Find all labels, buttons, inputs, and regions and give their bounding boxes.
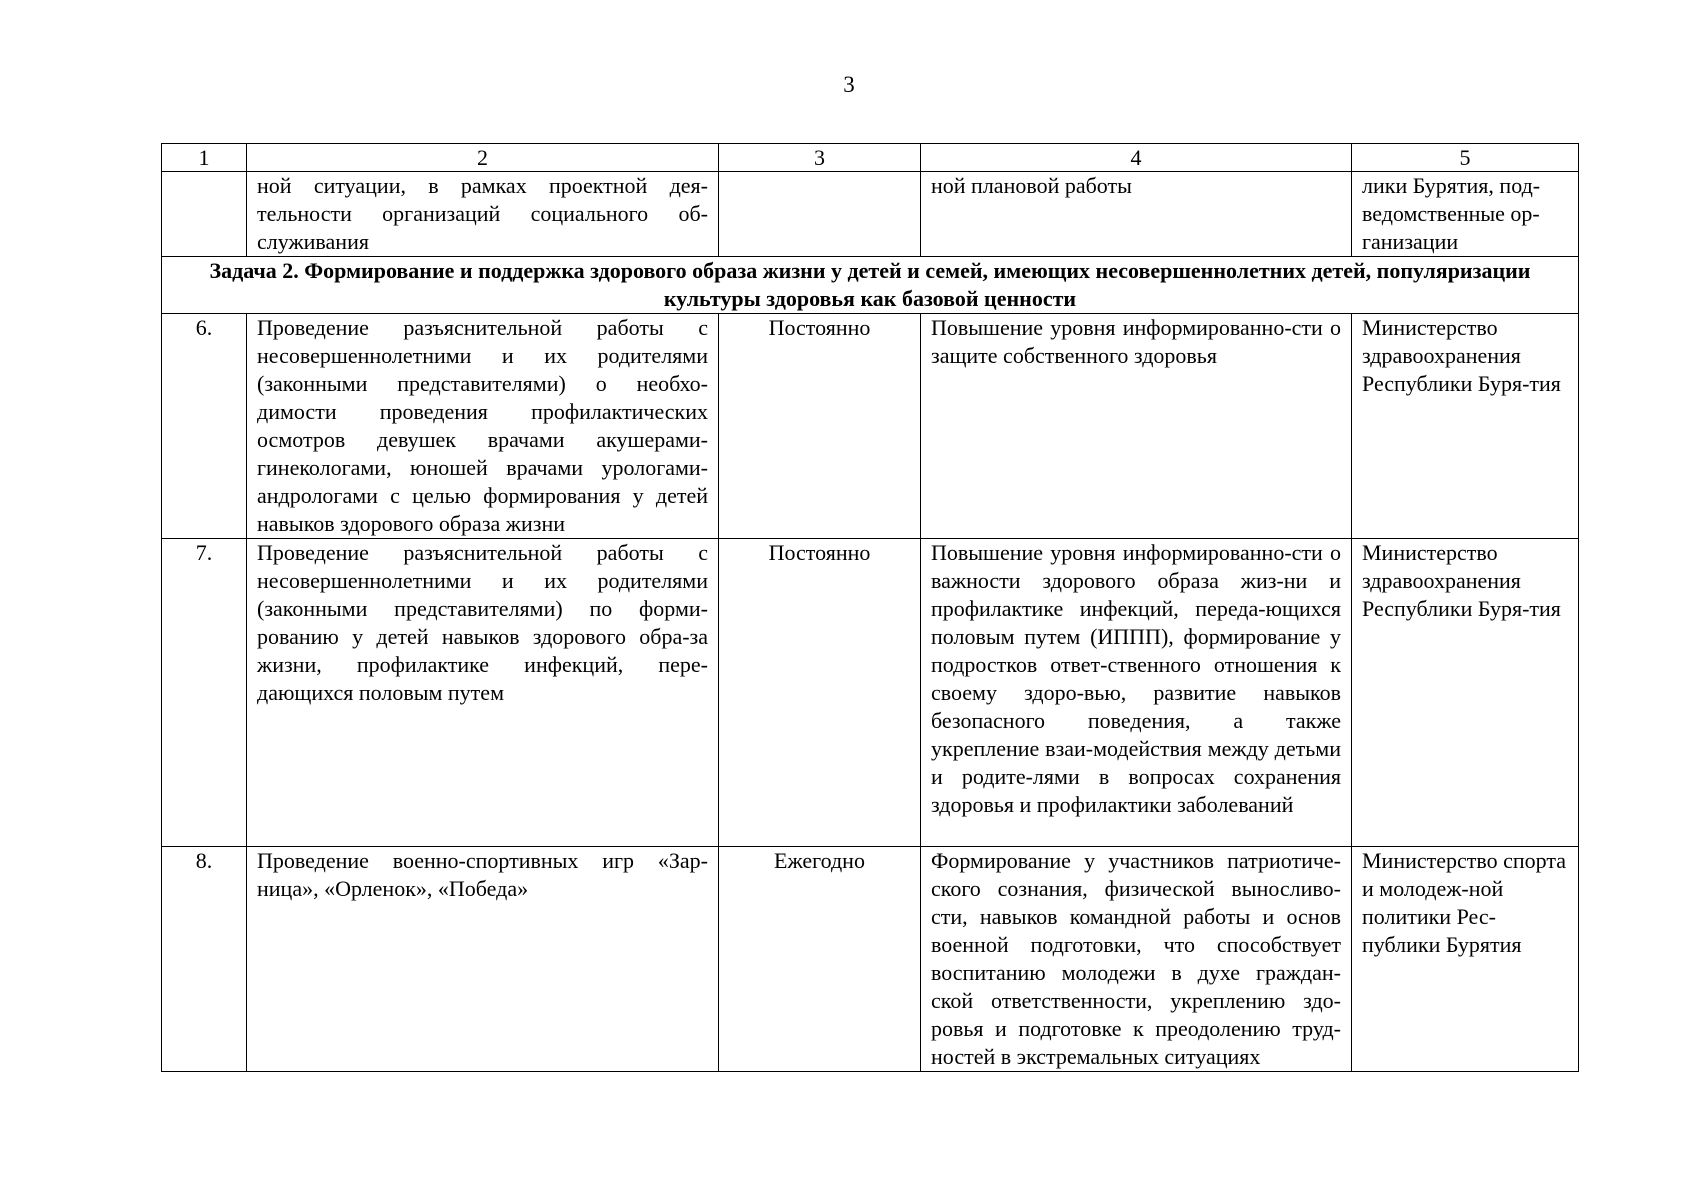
term-cell: Постоянно [719, 314, 921, 539]
result-cell: ной плановой работы [921, 172, 1352, 257]
responsible-cell: Министерство здравоохранения Республики Буря-тия [1352, 539, 1579, 847]
table-row [162, 539, 1579, 847]
measures-table [161, 143, 1579, 1072]
table-row [162, 172, 1579, 257]
activity-cell: ной ситуации, в рамках проектной дея-тельности организаций социального об-служивания [247, 172, 719, 257]
responsible-cell: лики Бурятия, под-ведомственные ор-ганизации [1352, 172, 1579, 257]
section-title: Задача 2. Формирование и поддержка здорового образа жизни у детей и семей, имеющих несовершеннолетних детей, популяризации культуры здоровья как базовой ценности [162, 257, 1579, 314]
result-cell: Повышение уровня информированно-сти о защите собственного здоровья [921, 314, 1352, 539]
column-number-5: 5 [1352, 144, 1579, 172]
column-number-1: 1 [162, 144, 247, 172]
result-cell: Повышение уровня информированно-сти о важности здорового образа жиз-ни и профилактике инфекций, переда-ющихся половым путем (ИППП), формирование у подростков ответ-ственного отношения к своему здоро-вью, развитие навыков безопасного поведения, а также укрепление взаи-модействия между детьми и родите-лями в вопросах сохранения здоровья и профилактики заболеваний [921, 539, 1352, 847]
column-number-3: 3 [719, 144, 921, 172]
row-number-cell: 6. [162, 314, 247, 539]
activity-cell: Проведение разъяснительной работы с несовершеннолетними и их родителями (законными представителями) о необхо-димости проведения профилактических осмотров девушек врачами акушерами-гинекологами, юношей врачами урологами-андрологами с целью формирования у детей навыков здорового образа жизни [247, 314, 719, 539]
result-cell: Формирование у участников патриотиче-ского сознания, физической выносливо-сти, навыков командной работы и основ военной подготовки, что способствует воспитанию молодежи в духе граждан-ской ответственности, укреплению здо-ровья и подготовке к преодолению труд-ностей в экстремальных ситуациях [921, 847, 1352, 1072]
responsible-cell: Министерство здравоохранения Республики Буря-тия [1352, 314, 1579, 539]
activity-cell: Проведение разъяснительной работы с несовершеннолетними и их родителями (законными представителями) по форми-рованию у детей навыков здорового обра-за жизни, профилактике инфекций, пере-дающихся половым путем [247, 539, 719, 847]
table-row [162, 314, 1579, 539]
responsible-cell: Министерство спорта и молодеж-ной политики Рес-публики Бурятия [1352, 847, 1579, 1072]
section-row [162, 257, 1579, 314]
row-number-cell: 8. [162, 847, 247, 1072]
row-number-cell [162, 172, 247, 257]
activity-cell: Проведение военно-спортивных игр «Зар-ница», «Орленок», «Победа» [247, 847, 719, 1072]
term-cell: Постоянно [719, 539, 921, 847]
table-header-row [162, 144, 1579, 172]
row-number-cell: 7. [162, 539, 247, 847]
page-number: 3 [843, 72, 855, 97]
term-cell: Ежегодно [719, 847, 921, 1072]
table-row [162, 847, 1579, 1072]
column-number-2: 2 [247, 144, 719, 172]
term-cell [719, 172, 921, 257]
column-number-4: 4 [921, 144, 1352, 172]
